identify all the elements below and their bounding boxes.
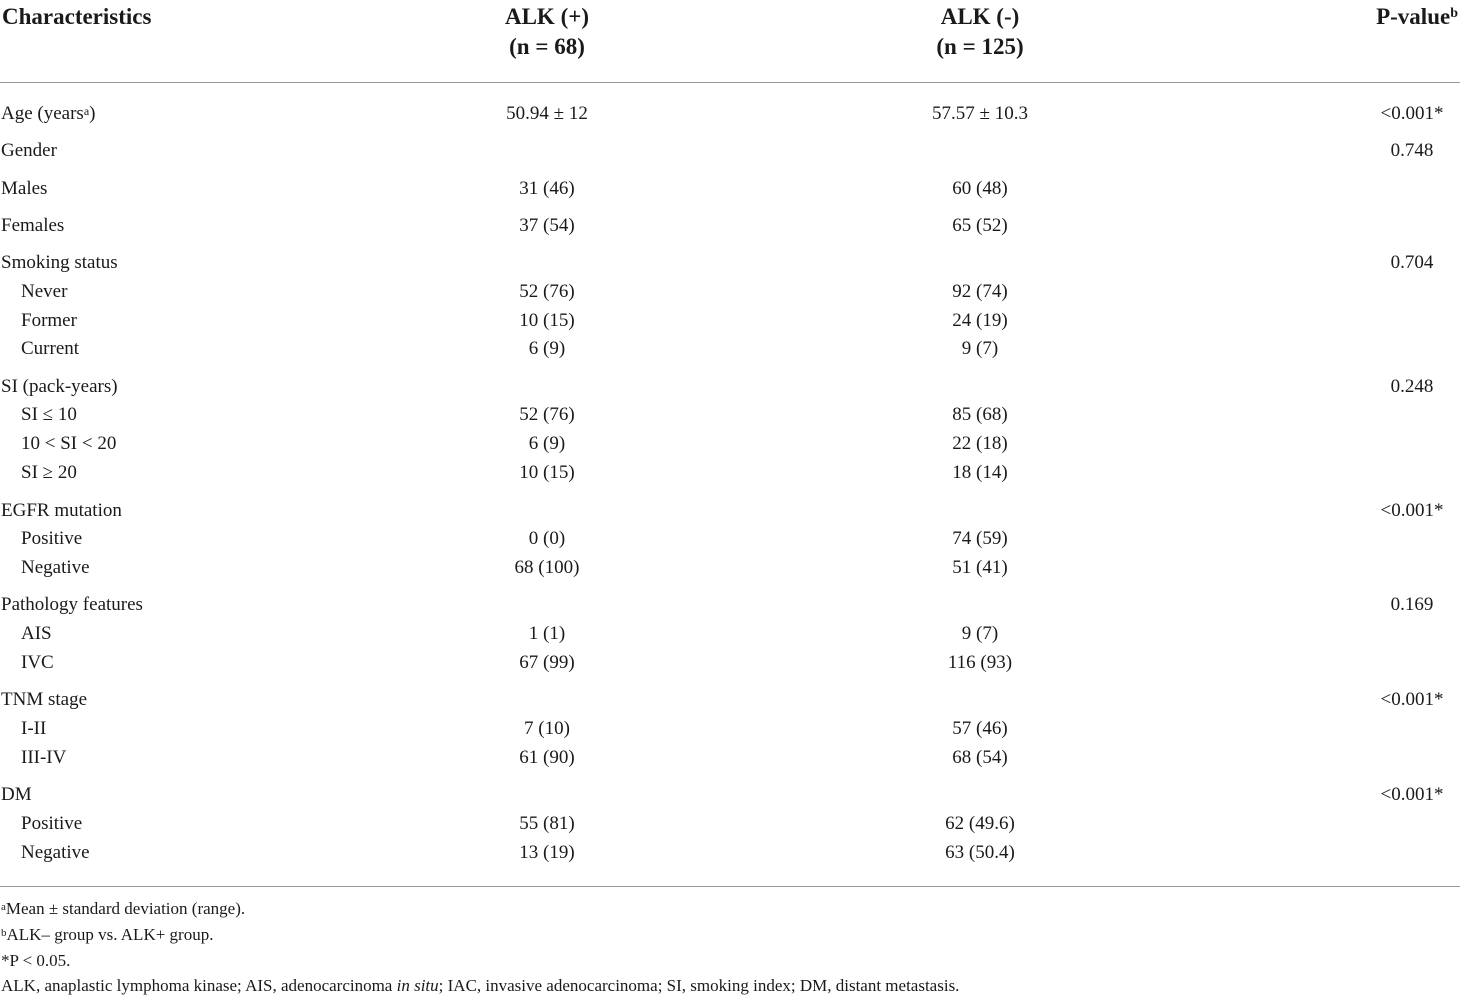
table-row xyxy=(0,307,1460,335)
table-row xyxy=(0,649,1460,677)
cell-alk-negative: 57.57 ± 10.3 xyxy=(932,103,1028,124)
table-row xyxy=(0,744,1460,772)
row-label: AIS xyxy=(21,623,52,644)
table-row xyxy=(0,620,1460,648)
row-label: Current xyxy=(21,338,80,359)
table-row xyxy=(0,335,1460,363)
cell-alk-positive: 6 (9) xyxy=(528,338,566,359)
cell-pvalue: 0.748 xyxy=(1390,140,1434,161)
cell-pvalue: 0.169 xyxy=(1390,594,1434,615)
cell-alk-negative: 65 (52) xyxy=(952,215,1008,236)
row-label: Smoking status xyxy=(1,252,118,273)
footnote-abbrev-italic: in situ xyxy=(396,976,439,995)
table-row xyxy=(0,525,1460,553)
cell-alk-negative: 24 (19) xyxy=(952,310,1008,331)
footnote-a-text: Mean ± standard deviation (range). xyxy=(5,899,246,918)
footnote-b-sup: b xyxy=(1,927,7,939)
cell-alk-negative: 85 (68) xyxy=(952,404,1008,425)
row-label-tail: ) xyxy=(89,103,96,124)
cell-alk-positive: 37 (54) xyxy=(519,215,575,236)
footnote-abbrev-before: ALK, anaplastic lymphoma kinase; AIS, adenocarcinoma xyxy=(1,976,397,995)
cell-alk-negative: 57 (46) xyxy=(952,718,1008,739)
table-row xyxy=(0,554,1460,582)
table-row xyxy=(0,715,1460,743)
row-label-sup: a xyxy=(83,104,90,118)
table-row xyxy=(0,781,1460,809)
cell-alk-negative: 9 (7) xyxy=(961,338,999,359)
cell-alk-positive: 68 (100) xyxy=(514,557,580,578)
table-row xyxy=(0,686,1460,714)
cell-alk-negative: 74 (59) xyxy=(952,528,1008,549)
table-row xyxy=(0,839,1460,867)
cell-alk-negative: 68 (54) xyxy=(952,747,1008,768)
header-characteristics: Characteristics xyxy=(2,4,152,29)
row-label: TNM stage xyxy=(1,689,88,710)
row-label: Pathology features xyxy=(1,594,143,615)
footnote-a-sup: a xyxy=(1,901,6,913)
cell-pvalue: <0.001* xyxy=(1380,784,1444,805)
cell-alk-positive: 10 (15) xyxy=(519,462,575,483)
cell-pvalue: 0.248 xyxy=(1390,376,1434,397)
row-label: Females xyxy=(1,215,65,236)
table-row xyxy=(0,430,1460,458)
cell-alk-negative: 60 (48) xyxy=(952,178,1008,199)
table-row xyxy=(0,373,1460,401)
row-label: EGFR mutation xyxy=(1,500,122,521)
cell-alk-positive: 55 (81) xyxy=(519,813,575,834)
footnote-abbrev-after: ; IAC, invasive adenocarcinoma; SI, smoking index; DM, distant metastasis. xyxy=(438,976,960,995)
header-alk-positive xyxy=(447,2,647,62)
header-pvalue-sup: b xyxy=(1450,6,1458,21)
row-label: Never xyxy=(21,281,68,302)
header-alk-negative-line2: (n = 125) xyxy=(936,34,1024,59)
table-row xyxy=(0,810,1460,838)
table-row xyxy=(0,137,1460,165)
row-label xyxy=(1,100,95,128)
cell-pvalue: 0.704 xyxy=(1390,252,1434,273)
cell-alk-negative: 22 (18) xyxy=(952,433,1008,454)
footnote-b xyxy=(1,923,213,947)
row-label: Positive xyxy=(21,813,83,834)
row-label: IVC xyxy=(21,652,54,673)
row-label: DM xyxy=(1,784,32,805)
table-row xyxy=(0,459,1460,487)
cell-alk-positive: 0 (0) xyxy=(528,528,566,549)
footnote-b-text: ALK– group vs. ALK+ group. xyxy=(6,925,214,944)
cell-alk-negative: 18 (14) xyxy=(952,462,1008,483)
cell-alk-positive: 67 (99) xyxy=(519,652,575,673)
row-label: SI ≤ 10 xyxy=(21,404,77,425)
row-label: Negative xyxy=(21,557,90,578)
header-pvalue-text: P-value xyxy=(1376,4,1451,29)
cell-alk-positive: 61 (90) xyxy=(519,747,575,768)
header-pvalue xyxy=(1376,2,1458,32)
cell-alk-negative: 63 (50.4) xyxy=(945,842,1015,863)
cell-pvalue: <0.001* xyxy=(1380,103,1444,124)
footnote-a xyxy=(1,897,245,921)
table-row xyxy=(0,401,1460,429)
cell-pvalue: <0.001* xyxy=(1380,500,1444,521)
cell-alk-positive: 13 (19) xyxy=(519,842,575,863)
cell-alk-negative: 9 (7) xyxy=(961,623,999,644)
row-label: Negative xyxy=(21,842,90,863)
row-label: Positive xyxy=(21,528,83,549)
cell-alk-negative: 62 (49.6) xyxy=(945,813,1015,834)
table-row xyxy=(0,497,1460,525)
table-bottom-rule xyxy=(0,886,1460,887)
cell-alk-positive: 52 (76) xyxy=(519,281,575,302)
footnote-star: *P < 0.05. xyxy=(1,951,71,970)
row-label-text: Age (years xyxy=(1,103,84,124)
table-row xyxy=(0,591,1460,619)
row-label: Gender xyxy=(1,140,57,161)
cell-alk-positive: 1 (1) xyxy=(528,623,566,644)
cell-alk-positive: 50.94 ± 12 xyxy=(506,103,588,124)
cell-pvalue: <0.001* xyxy=(1380,689,1444,710)
cell-alk-positive: 31 (46) xyxy=(519,178,575,199)
row-label: SI (pack-years) xyxy=(1,376,118,397)
table-row xyxy=(0,249,1460,277)
row-label: I-II xyxy=(21,718,47,739)
header-alk-negative xyxy=(880,2,1080,62)
cell-alk-positive: 7 (10) xyxy=(524,718,570,739)
header-alk-negative-line1: ALK (-) xyxy=(940,4,1020,29)
cell-alk-negative: 51 (41) xyxy=(952,557,1008,578)
cell-alk-positive: 6 (9) xyxy=(528,433,566,454)
cell-alk-negative: 92 (74) xyxy=(952,281,1008,302)
table-row xyxy=(0,100,1460,128)
table-header xyxy=(0,0,1460,83)
header-alk-positive-line2: (n = 68) xyxy=(509,34,585,59)
table-row xyxy=(0,212,1460,240)
row-label: III-IV xyxy=(21,747,67,768)
cell-alk-negative: 116 (93) xyxy=(947,652,1013,673)
cell-alk-positive: 10 (15) xyxy=(519,310,575,331)
row-label: Males xyxy=(1,178,48,199)
table-row xyxy=(0,175,1460,203)
cell-alk-positive: 52 (76) xyxy=(519,404,575,425)
header-alk-positive-line1: ALK (+) xyxy=(504,4,589,29)
row-label: Former xyxy=(21,310,77,331)
row-label: SI ≥ 20 xyxy=(21,462,77,483)
footnote-abbreviations xyxy=(1,974,959,998)
row-label: 10 < SI < 20 xyxy=(21,433,117,454)
table-row xyxy=(0,278,1460,306)
